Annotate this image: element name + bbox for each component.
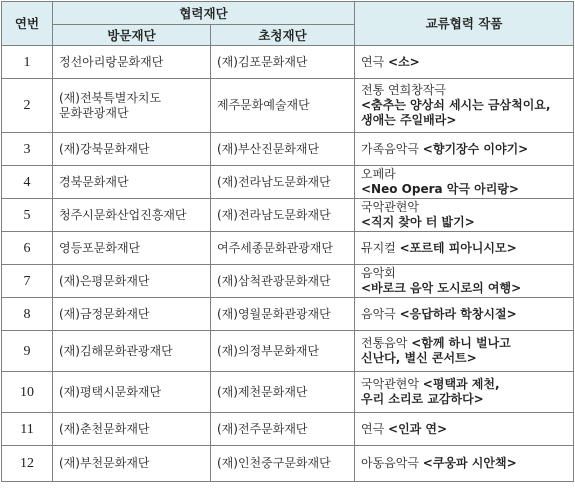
work-genre: 연극 [361, 421, 385, 436]
work-title: <쿠웅파 시안책> [422, 456, 517, 470]
invite-foundation: (재)김포문화재단 [211, 46, 355, 79]
header-work: 교류협력 작품 [355, 2, 574, 46]
visit-foundation: (재)전북특별자치도 문화관광재단 [53, 79, 211, 133]
invite-foundation: (재)제천문화재단 [211, 372, 355, 413]
visit-foundation: (재)은평문화재단 [53, 265, 211, 298]
work-title: <평택과 제천, [422, 377, 500, 391]
work-genre: 뮤지컬 [361, 240, 396, 255]
invite-foundation: (재)영월문화관광재단 [211, 298, 355, 331]
work-cell [355, 46, 574, 79]
visit-foundation: (재)평택시문화재단 [53, 372, 211, 413]
invite-foundation: (재)전라남도문화재단 [211, 166, 355, 199]
table-row [2, 133, 574, 166]
table-row [2, 446, 574, 482]
row-number: 5 [2, 199, 53, 232]
work-cell [355, 298, 574, 331]
work-title: <바로크 음악 도시로의 여행> [361, 281, 522, 295]
work-cell [355, 372, 574, 413]
work-genre: 아동음악극 [361, 456, 419, 470]
table-row [2, 79, 574, 133]
table-row [2, 46, 574, 79]
work-genre: 국악관현악 [361, 200, 419, 214]
work-genre: 전통음악 [361, 336, 408, 350]
visit-foundation: 경북문화재단 [53, 166, 211, 199]
invite-foundation: 여주세종문화관광재단 [211, 232, 355, 265]
work-genre: 음악극 [361, 306, 396, 321]
invite-foundation: (재)부산진문화재단 [211, 133, 355, 166]
table-row [2, 298, 574, 331]
work-cell [355, 166, 574, 199]
table-row [2, 413, 574, 446]
work-genre: 국악관현악 [361, 377, 419, 391]
work-cell [355, 79, 574, 133]
work-title: <인과 연> [388, 421, 448, 436]
table-row [2, 199, 574, 232]
header-visit: 방문재단 [53, 25, 211, 46]
work-cell [355, 413, 574, 446]
work-title-line2: 우리 소리로 교감하다> [361, 392, 484, 406]
row-number: 10 [2, 372, 53, 413]
header-invite: 초청재단 [211, 25, 355, 46]
work-title: <포르테 피아니시모> [399, 240, 517, 255]
invite-foundation: (재)전주문화재단 [211, 413, 355, 446]
work-cell [355, 446, 574, 482]
visit-foundation: (재)춘천문화재단 [53, 413, 211, 446]
table-row [2, 232, 574, 265]
work-cell [355, 265, 574, 298]
work-title: <향기장수 이야기> [422, 141, 529, 156]
visit-foundation: (재)김해문화관광재단 [53, 331, 211, 372]
work-title-line2: 신난다, 별신 콘서트> [361, 351, 477, 365]
work-genre: 음악회 [361, 266, 396, 280]
work-genre: 오페라 [361, 167, 396, 181]
visit-foundation: 정선아리랑문화재단 [53, 46, 211, 79]
row-number: 11 [2, 413, 53, 446]
header-partner: 협력재단 [53, 2, 355, 25]
table-row [2, 331, 574, 372]
row-number: 4 [2, 166, 53, 199]
visit-foundation: (재)금정문화재단 [53, 298, 211, 331]
collaboration-table [1, 1, 574, 482]
row-number: 6 [2, 232, 53, 265]
table-row [2, 372, 574, 413]
visit-foundation: 청주시문화산업진흥재단 [53, 199, 211, 232]
invite-foundation: (재)전라남도문화재단 [211, 199, 355, 232]
visit-foundation: (재)부천문화재단 [53, 446, 211, 482]
header-no: 연번 [2, 2, 53, 46]
visit-foundation: 영등포문화재단 [53, 232, 211, 265]
row-number: 1 [2, 46, 53, 79]
work-title: <춤추는 양상쇠 세시는 금삼척이요, [361, 98, 551, 112]
work-genre: 연극 [361, 54, 385, 69]
work-cell [355, 133, 574, 166]
row-number: 7 [2, 265, 53, 298]
row-number: 9 [2, 331, 53, 372]
work-cell [355, 199, 574, 232]
invite-foundation: (재)의정부문화재단 [211, 331, 355, 372]
work-title: <Neo Opera 악극 아리랑> [361, 182, 519, 196]
invite-foundation: 제주문화예술재단 [211, 79, 355, 133]
row-number: 12 [2, 446, 53, 482]
row-number: 3 [2, 133, 53, 166]
invite-foundation: (재)삼척관광문화재단 [211, 265, 355, 298]
work-genre: 가족음악극 [361, 141, 419, 156]
work-cell [355, 331, 574, 372]
row-number: 8 [2, 298, 53, 331]
work-title-line2: 생애는 주일배라> [361, 113, 457, 127]
visit-foundation: (재)강북문화재단 [53, 133, 211, 166]
work-title: <소> [388, 54, 420, 69]
work-title: <직지 찾아 터 밟기> [361, 215, 475, 229]
invite-foundation: (재)인천중구문화재단 [211, 446, 355, 482]
row-number: 2 [2, 79, 53, 133]
work-title: <함께 하니 벌나고 [411, 336, 511, 350]
table-row [2, 166, 574, 199]
table-row [2, 265, 574, 298]
work-genre: 전통 연희창작극 [361, 83, 446, 97]
work-cell [355, 232, 574, 265]
work-title: <응답하라 학창시절> [399, 306, 517, 321]
